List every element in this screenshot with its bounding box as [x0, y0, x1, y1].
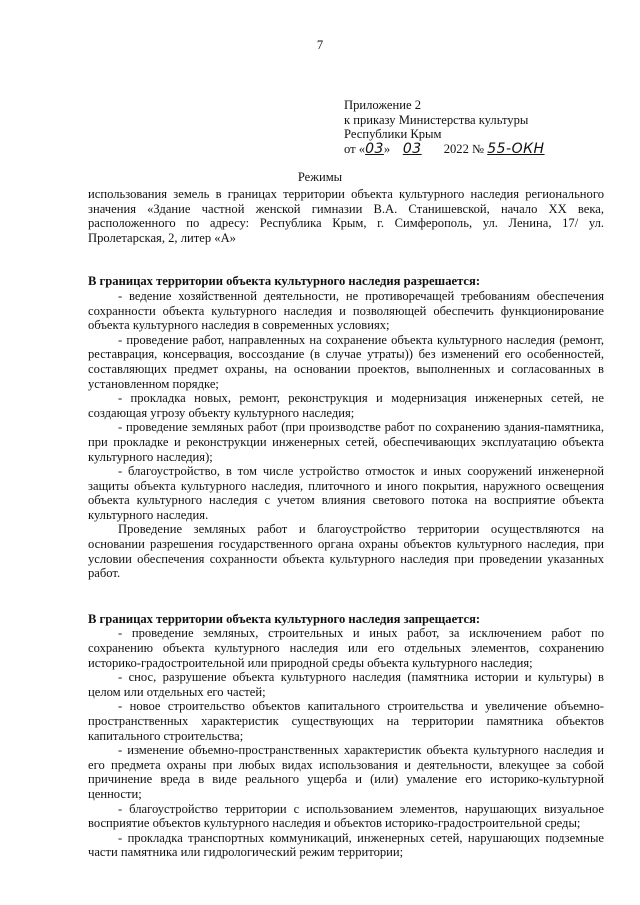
- spacer: [88, 581, 604, 612]
- handwritten-order-number: 55-ОКН: [487, 140, 545, 157]
- allowed-item: - ведение хозяйственной деятельности, не противоречащей требованиям обеспечения сохранности объекта культурного наследия и позволяющей обеспечить функционирование объекта культурного наследия в современных условиях;: [88, 288, 604, 333]
- allowed-item: - благоустройство, в том числе устройство отмосток и иных сооружений инженерной защиты объекта культурного наследия, плиточного и иного покрытия, наружного освещения объекта культурного наследия с учетом влияния светового потока на восприятие объекта культурного наследия.: [88, 464, 604, 522]
- page-number: 7: [316, 38, 324, 52]
- approval-date-line: [344, 142, 604, 157]
- allowed-item: - прокладка новых, ремонт, реконструкция и модернизация инженерных сетей, не создающая угрозу объекту культурного наследия;: [88, 391, 604, 420]
- forbidden-heading: В границах территории объекта культурного наследия запрещается:: [88, 611, 481, 626]
- approval-line-1: Приложение 2: [344, 98, 422, 112]
- allowed-item: - проведение работ, направленных на сохранение объекта культурного наследия (ремонт, реставрация, консервация, воссоздание (в случае утраты)) без изменений его особенностей, составляющих предмет охраны, на основании проектов, выполненных и согласованных в установленном порядке;: [88, 332, 604, 391]
- forbidden-item: - новое строительство объектов капитального строительства и увеличение объемно-пространственных характеристик существующих на территории памятника объектов капитального строительства;: [88, 699, 604, 743]
- allowed-heading: В границах территории объекта культурного наследия разрешается:: [88, 274, 481, 289]
- approval-line-3: Республики Крым: [344, 127, 442, 142]
- spacer: [88, 245, 604, 274]
- date-mid: »: [383, 141, 391, 156]
- approval-line-2: к приказу Министерства культуры: [344, 112, 529, 127]
- document-title: Режимы: [297, 170, 343, 184]
- forbidden-item: - проведение земляных, строительных и иных работ, за исключением работ по сохранению объекта культурного наследия или его отдельных элементов, сохранению историко-градостроительной или природной среды объекта культурного наследия;: [88, 626, 604, 670]
- allowed-item: - проведение земляных работ (при производстве работ по сохранению здания-памятника, при прокладке и реконструкции инженерных сетей, обеспечивающих эксплуатацию объекта культурного наследия);: [88, 420, 604, 464]
- handwritten-day: 03: [365, 140, 384, 157]
- forbidden-item: - изменение объемно-пространственных характеристик объекта культурного наследия и его предмета охраны при любых видах использования и деятельности, влекущее за собой причинение вреда в виде реального ущерба и (или) умаление его историко-культурной ценности;: [88, 743, 604, 801]
- year-number-label: 2022 №: [443, 141, 485, 156]
- document-subtitle: использования земель в границах территории объекта культурного наследия регионального значения «Здание частной женской гимназии В.А. Станишевской, начало XX века, расположенного по адресу: Республика Крым, г. Симферополь, ул. Ленина, 17/ ул. Пролетарская, 2, литер «А»: [88, 187, 604, 245]
- handwritten-month: 03: [402, 140, 422, 157]
- allowed-note: Проведение земляных работ и благоустройство территории осуществляются на основании разрешения государственного органа охраны объектов культурного наследия, при условии обеспечения сохранности объекта культурного наследия при проведении указанных работ.: [88, 522, 604, 581]
- approval-block: [344, 98, 604, 156]
- date-prefix: от «: [344, 141, 366, 156]
- document-body: [88, 187, 604, 860]
- forbidden-item: - снос, разрушение объекта культурного наследия (памятника истории и культуры) в целом или отдельных его частей;: [88, 670, 604, 699]
- forbidden-item: - прокладка транспортных коммуникаций, инженерных сетей, нарушающих подземные части памятника или гидрологический режим территории;: [88, 830, 604, 860]
- forbidden-item: - благоустройство территории с использованием элементов, нарушающих визуальное восприятие объектов культурного наследия и объектов историко-градостроительной среды;: [88, 801, 604, 831]
